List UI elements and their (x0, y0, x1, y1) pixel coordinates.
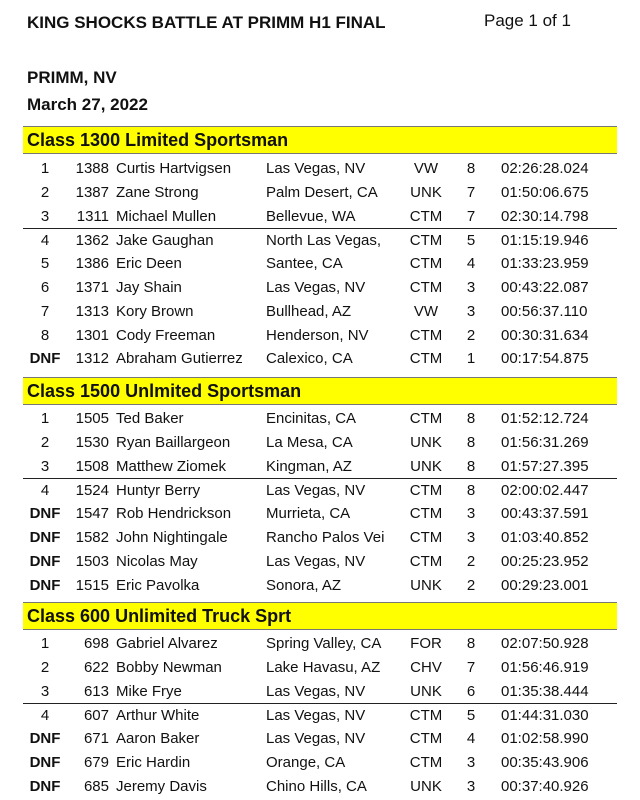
laps-completed: 2 (466, 552, 476, 570)
vehicle-make: UNK (410, 682, 442, 700)
table-row (23, 157, 617, 181)
vehicle-make: CTM (409, 207, 443, 225)
driver-name: Ryan Baillargeon (116, 433, 231, 451)
driver-name: Matthew Ziomek (116, 457, 227, 475)
vehicle-make: CTM (409, 278, 443, 296)
car-number: 1312 (75, 350, 109, 368)
elapsed-time: 00:30:31.634 (501, 326, 589, 344)
elapsed-time: 02:26:28.024 (501, 160, 589, 177)
hometown: La Mesa, CA (266, 433, 353, 451)
elapsed-time: 01:50:06.675 (501, 183, 589, 201)
elapsed-time: 01:35:38.444 (501, 682, 589, 700)
car-number: 1301 (75, 326, 109, 344)
finish-position: 3 (40, 207, 50, 225)
laps-completed: 8 (466, 160, 476, 177)
laps-completed: 1 (466, 350, 476, 368)
driver-name: Zane Strong (116, 183, 199, 201)
elapsed-time: 02:00:02.447 (501, 482, 589, 500)
table-row (23, 775, 617, 799)
class-header: Class 600 Unlimited Truck Sprt (23, 602, 617, 630)
finish-position: 4 (40, 482, 50, 500)
vehicle-make: UNK (410, 576, 442, 594)
vehicle-make: UNK (410, 777, 442, 795)
car-number: 1503 (75, 552, 109, 570)
driver-name: Mike Frye (116, 682, 182, 700)
driver-name: Bobby Newman (116, 658, 222, 676)
laps-completed: 8 (466, 457, 476, 475)
vehicle-make: CTM (409, 326, 443, 344)
elapsed-time: 00:17:54.875 (501, 350, 589, 368)
car-number: 1530 (75, 433, 109, 451)
car-number: 1515 (75, 576, 109, 594)
class-header: Class 1500 Unlmited Sportsman (23, 377, 617, 405)
driver-name: Curtis Hartvigsen (116, 160, 232, 177)
laps-completed: 2 (466, 326, 476, 344)
laps-completed: 4 (466, 730, 476, 748)
table-row (23, 252, 617, 276)
finish-position: 1 (40, 160, 50, 177)
vehicle-make: FOR (410, 635, 442, 652)
finish-position: 2 (40, 183, 50, 201)
laps-completed: 3 (466, 528, 476, 546)
table-row (23, 205, 617, 229)
car-number: 1386 (75, 255, 109, 273)
driver-name: Eric Deen (116, 255, 182, 273)
elapsed-time: 01:15:19.946 (501, 232, 589, 250)
elapsed-time: 00:43:37.591 (501, 505, 589, 523)
driver-name: Gabriel Alvarez (116, 635, 218, 652)
finish-position: 6 (40, 278, 50, 296)
finish-position: 5 (40, 255, 50, 273)
finish-position: DNF (29, 777, 61, 795)
car-number: 1371 (75, 278, 109, 296)
driver-name: Nicolas May (116, 552, 198, 570)
hometown: Rancho Palos Vei (266, 528, 385, 546)
driver-name: Eric Hardin (116, 753, 191, 771)
elapsed-time: 00:25:23.952 (501, 552, 589, 570)
car-number: 685 (83, 777, 109, 795)
elapsed-time: 01:33:23.959 (501, 255, 589, 273)
laps-completed: 8 (466, 482, 476, 500)
elapsed-time: 00:43:22.087 (501, 278, 589, 296)
finish-position: 8 (40, 326, 50, 344)
hometown: Calexico, CA (266, 350, 353, 368)
table-row (23, 431, 617, 455)
elapsed-time: 01:02:58.990 (501, 730, 589, 748)
elapsed-time: 01:56:31.269 (501, 433, 589, 451)
finish-position: 3 (40, 682, 50, 700)
finish-position: 4 (40, 707, 50, 725)
vehicle-make: CTM (409, 707, 443, 725)
car-number: 671 (83, 730, 109, 748)
finish-position: 3 (40, 457, 50, 475)
hometown: Spring Valley, CA (266, 635, 382, 652)
finish-position: DNF (29, 753, 61, 771)
hometown: Las Vegas, NV (266, 552, 366, 570)
vehicle-make: CTM (409, 255, 443, 273)
car-number: 1547 (75, 505, 109, 523)
vehicle-make: UNK (410, 433, 442, 451)
vehicle-make: CTM (409, 730, 443, 748)
elapsed-time: 01:57:27.395 (501, 457, 589, 475)
vehicle-make: CTM (409, 528, 443, 546)
car-number: 1582 (75, 528, 109, 546)
hometown: Murrieta, CA (266, 505, 351, 523)
finish-position: DNF (29, 528, 61, 546)
elapsed-time: 02:07:50.928 (501, 635, 589, 652)
results-table (23, 407, 617, 597)
laps-completed: 7 (466, 207, 476, 225)
elapsed-time: 00:56:37.110 (501, 302, 588, 320)
event-location: PRIMM, NV (27, 68, 117, 87)
table-row (23, 727, 617, 751)
driver-name: Ted Baker (116, 410, 184, 427)
table-row (23, 502, 617, 526)
hometown: Las Vegas, NV (266, 707, 366, 725)
laps-completed: 4 (466, 255, 476, 273)
driver-name: Michael Mullen (116, 207, 217, 225)
vehicle-make: CTM (409, 753, 443, 771)
vehicle-make: CTM (409, 505, 443, 523)
car-number: 1388 (75, 160, 109, 177)
hometown: Las Vegas, NV (266, 730, 366, 748)
laps-completed: 7 (466, 183, 476, 201)
hometown: Orange, CA (266, 753, 346, 771)
table-row (23, 276, 617, 300)
car-number: 1387 (75, 183, 109, 201)
table-row (23, 751, 617, 775)
hometown: Santee, CA (266, 255, 343, 273)
hometown: Sonora, AZ (266, 576, 342, 594)
vehicle-make: CTM (409, 410, 443, 427)
laps-completed: 6 (466, 682, 476, 700)
finish-position: 2 (40, 658, 50, 676)
driver-name: Abraham Gutierrez (116, 350, 243, 368)
hometown: Bullhead, AZ (266, 302, 352, 320)
driver-name: Eric Pavolka (116, 576, 200, 594)
laps-completed: 3 (466, 302, 476, 320)
finish-position: 4 (40, 232, 50, 250)
hometown: Las Vegas, NV (266, 682, 366, 700)
vehicle-make: VW (413, 302, 439, 320)
finish-position: 1 (40, 635, 50, 652)
elapsed-time: 01:56:46.919 (501, 658, 589, 676)
table-row (23, 526, 617, 550)
elapsed-time: 00:37:40.926 (501, 777, 589, 795)
car-number: 698 (83, 635, 109, 652)
elapsed-time: 01:52:12.724 (501, 410, 589, 427)
elapsed-time: 01:44:31.030 (501, 707, 589, 725)
driver-name: Jake Gaughan (116, 232, 214, 250)
table-row (23, 632, 617, 656)
finish-position: 2 (40, 433, 50, 451)
vehicle-make: VW (413, 160, 439, 177)
class-header: Class 1300 Limited Sportsman (23, 126, 617, 154)
car-number: 622 (83, 658, 109, 676)
driver-name: John Nightingale (116, 528, 228, 546)
finish-position: DNF (29, 730, 61, 748)
table-row (23, 300, 617, 324)
hometown: Bellevue, WA (266, 207, 356, 225)
table-row (23, 680, 617, 704)
car-number: 1362 (75, 232, 109, 250)
table-row (23, 228, 617, 252)
finish-position: DNF (29, 576, 61, 594)
driver-name: Kory Brown (116, 302, 194, 320)
car-number: 1524 (75, 482, 109, 500)
results-table (23, 632, 617, 799)
hometown: Chino Hills, CA (266, 777, 367, 795)
table-row (23, 324, 617, 348)
finish-position: 1 (40, 410, 50, 427)
car-number: 1311 (76, 207, 109, 225)
table-row (23, 656, 617, 680)
finish-position: DNF (29, 505, 61, 523)
driver-name: Jay Shain (116, 278, 182, 296)
vehicle-make: UNK (410, 457, 442, 475)
laps-completed: 5 (466, 232, 476, 250)
car-number: 613 (83, 682, 109, 700)
laps-completed: 8 (466, 410, 476, 427)
page-number: Page 1 of 1 (484, 11, 571, 30)
driver-name: Huntyr Berry (116, 482, 201, 500)
table-row (23, 347, 617, 371)
hometown: North Las Vegas, (266, 232, 382, 250)
table-row (23, 703, 617, 727)
driver-name: Rob Hendrickson (116, 505, 232, 523)
hometown: Las Vegas, NV (266, 482, 366, 500)
hometown: Kingman, AZ (266, 457, 352, 475)
car-number: 1508 (75, 457, 109, 475)
laps-completed: 3 (466, 753, 476, 771)
elapsed-time: 00:35:43.906 (501, 753, 589, 771)
hometown: Las Vegas, NV (266, 278, 366, 296)
elapsed-time: 00:29:23.001 (501, 576, 589, 594)
laps-completed: 2 (466, 576, 476, 594)
car-number: 1313 (75, 302, 109, 320)
document-title: KING SHOCKS BATTLE AT PRIMM H1 FINAL (27, 13, 386, 32)
driver-name: Cody Freeman (116, 326, 216, 344)
laps-completed: 3 (466, 278, 476, 296)
elapsed-time: 02:30:14.798 (501, 207, 589, 225)
laps-completed: 5 (466, 707, 476, 725)
finish-position: DNF (29, 350, 61, 368)
driver-name: Arthur White (116, 707, 200, 725)
table-row (23, 455, 617, 479)
hometown: Palm Desert, CA (266, 183, 378, 201)
laps-completed: 3 (466, 505, 476, 523)
laps-completed: 7 (466, 658, 476, 676)
car-number: 607 (83, 707, 109, 725)
vehicle-make: CTM (409, 552, 443, 570)
car-number: 679 (83, 753, 109, 771)
vehicle-make: UNK (410, 183, 442, 201)
hometown: Lake Havasu, AZ (266, 658, 381, 676)
vehicle-make: CTM (409, 350, 443, 368)
finish-position: DNF (29, 552, 61, 570)
table-row (23, 550, 617, 574)
laps-completed: 8 (466, 433, 476, 451)
table-row (23, 407, 617, 431)
laps-completed: 8 (466, 635, 476, 652)
hometown: Encinitas, CA (266, 410, 357, 427)
laps-completed: 3 (466, 777, 476, 795)
hometown: Henderson, NV (266, 326, 369, 344)
event-date: March 27, 2022 (27, 95, 148, 114)
hometown: Las Vegas, NV (266, 160, 366, 177)
elapsed-time: 01:03:40.852 (501, 528, 589, 546)
vehicle-make: CTM (409, 482, 443, 500)
finish-position: 7 (40, 302, 50, 320)
results-table (23, 157, 617, 371)
table-row (23, 574, 617, 598)
car-number: 1505 (75, 410, 109, 427)
table-row (23, 478, 617, 502)
driver-name: Aaron Baker (116, 730, 200, 748)
vehicle-make: CTM (409, 232, 443, 250)
table-row (23, 181, 617, 205)
vehicle-make: CHV (410, 658, 442, 676)
driver-name: Jeremy Davis (116, 777, 207, 795)
